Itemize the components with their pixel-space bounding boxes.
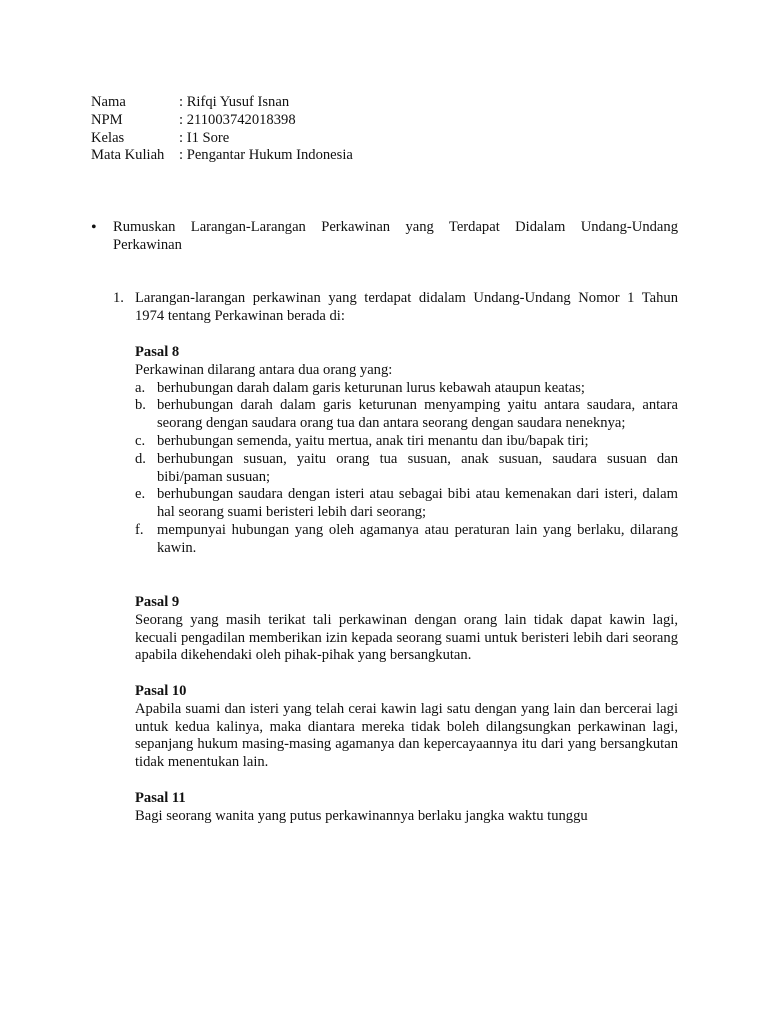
pasal-8-title: Pasal 8 <box>135 344 180 360</box>
list-item-marker: a. <box>135 379 146 396</box>
kelas-label: Kelas <box>91 129 125 146</box>
kelas-value: : I1 Sore <box>179 129 230 146</box>
mata-kuliah-label: Mata Kuliah <box>91 147 165 164</box>
list-item <box>135 522 678 558</box>
pasal-10-title: Pasal 10 <box>135 683 187 699</box>
pasal-11-title: Pasal 11 <box>135 790 186 806</box>
nama-label: Nama <box>91 94 126 110</box>
list-item <box>135 380 678 398</box>
identity-block <box>91 94 353 165</box>
pasal-10-text: Apabila suami dan isteri yang telah cerai kawin lagi satu dengan yang lain dan bercerai lagi untuk kedua kalinya, maka diantara mereka tidak boleh dilangsungkan perkawinan lagi, sepanjang hukum masing-masing agamanya dan kepercayaannya itu dari yang bersangkutan tidak menentukan lain. <box>135 700 678 771</box>
pasal-9-section <box>135 594 678 665</box>
list-item-marker: f. <box>135 521 144 538</box>
answer-number: 1. <box>113 290 124 306</box>
list-item <box>135 451 678 487</box>
list-item-text: mempunyai hubungan yang oleh agamanya atau peraturan lain yang berlaku, dilarang kawin. <box>157 521 678 556</box>
list-item-text: berhubungan darah dalam garis keturunan menyamping yaitu antara saudara, antara seorang dengan saudara orang tua dan antara seorang dengan saudara neneknya; <box>157 397 678 432</box>
list-item <box>135 433 678 451</box>
pasal-10-section <box>135 683 678 772</box>
identity-row-kelas <box>91 130 353 148</box>
nama-value: : Rifqi Yusuf Isnan <box>179 94 290 110</box>
pasal-8-intro: Perkawinan dilarang antara dua orang yang: <box>135 361 393 378</box>
pasal-8-section <box>135 344 678 558</box>
npm-label: NPM <box>91 111 123 128</box>
pasal-11-text: Bagi seorang wanita yang putus perkawinannya berlaku jangka waktu tunggu <box>135 807 588 824</box>
list-item-marker: b. <box>135 397 146 414</box>
list-item <box>135 486 678 522</box>
pasal-11-section <box>135 790 678 826</box>
bullet-symbol: • <box>91 219 97 236</box>
identity-row-mata-kuliah <box>91 147 353 165</box>
identity-row-nama <box>91 94 353 112</box>
pasal-9-text: Seorang yang masih terikat tali perkawinan dengan orang lain tidak dapat kawin lagi, kecuali pengadilan memberikan izin kepada seorang suami untuk beristeri lebih dari seorang apabila dikehendaki oleh pihak-pihak yang bersangkutan. <box>135 611 678 664</box>
list-item-marker: d. <box>135 450 146 467</box>
question-text: Rumuskan Larangan-Larangan Perkawinan yang Terdapat Didalam Undang-Undang Perkawinan <box>113 219 678 253</box>
list-item-text: berhubungan semenda, yaitu mertua, anak tiri menantu dan ibu/bapak tiri; <box>157 432 589 449</box>
answer-intro-text: Larangan-larangan perkawinan yang terdapat didalam Undang-Undang Nomor 1 Tahun 1974 tentang Perkawinan berada di: <box>135 290 678 324</box>
pasal-9-title: Pasal 9 <box>135 594 180 610</box>
answer-item-1 <box>113 290 678 326</box>
identity-row-npm <box>91 112 353 130</box>
list-item-text: berhubungan susuan, yaitu orang tua susuan, anak susuan, saudara susuan dan bibi/paman susuan; <box>157 450 678 485</box>
pasal-8-list <box>135 380 678 558</box>
list-item-marker: e. <box>135 486 146 503</box>
mata-kuliah-value: : Pengantar Hukum Indonesia <box>179 147 353 164</box>
list-item-marker: c. <box>135 432 146 449</box>
list-item-text: berhubungan saudara dengan isteri atau sebagai bibi atau kemenakan dari isteri, dalam hal seorang suami beristeri lebih dari seorang; <box>157 486 678 521</box>
list-item-text: berhubungan darah dalam garis keturunan lurus kebawah ataupun keatas; <box>157 379 585 396</box>
question-bullet <box>91 219 678 255</box>
list-item <box>135 397 678 433</box>
npm-value: : 211003742018398 <box>179 111 296 128</box>
